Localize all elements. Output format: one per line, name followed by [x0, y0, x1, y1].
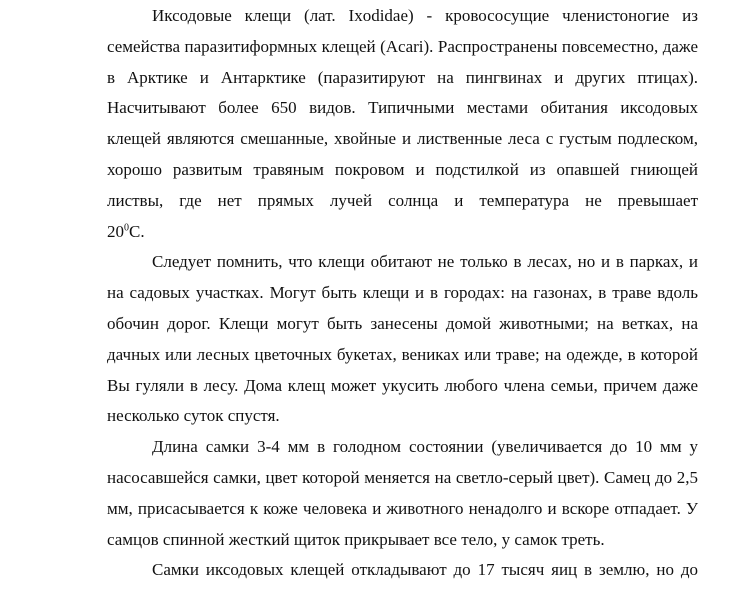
paragraph-size: Длина самки 3-4 мм в голодном состоянии (увеличивается до 10 мм у насосавшейся самки, цвет которой меняется на светло-серый цвет). Самец до 2,5 мм, присасывается к коже человека и животного ненадолго и вскоре отпадает. У самцов спинной жесткий щиток прикрывает все тело, у самок треть. — [107, 437, 698, 549]
paragraph-ixodid-definition — [107, 1, 698, 247]
temperature-line — [107, 217, 698, 248]
paragraph-eggs: Самки иксодовых клещей откладывают до 17 тысяч яиц в землю, но до — [152, 560, 698, 580]
temperature-degree: 0 — [124, 221, 129, 233]
temperature-unit: С. — [129, 221, 145, 241]
temperature-value: 20 — [107, 221, 124, 241]
paragraph-habitat: Следует помнить, что клещи обитают не только в лесах, но и в парках, и на садовых участках. Могут быть клещи и в городах: на газонах, в траве вдоль обочин дорог. Клещи могут быть занесены домой животными; на ветках, на дачных или лесных цветочных букетах, вениках или траве; на одежде, в которой Вы гуляли в лесу. Дома клещ может укусить любого члена семьи, причем даже несколько суток спустя. — [107, 252, 698, 426]
paragraph-1-text: Иксодовые клещи (лат. Ixodidae) - кровососущие членистоногие из семейства паразитиформных клещей (Acari). Распространены повсеместно, даже в Арктике и Антарктике (паразитируют на пингвинах и других птицах). Насчитывают более 650 видов. Типичными местами обитания иксодовых клещей являются смешанные, хвойные и лиственные леса с густым подлеском, хорошо развитым травяным покровом и подстилкой из опавшей гниющей листвы, где нет прямых лучей солнца и температура не превышает — [107, 6, 698, 210]
document-page — [107, 0, 698, 586]
